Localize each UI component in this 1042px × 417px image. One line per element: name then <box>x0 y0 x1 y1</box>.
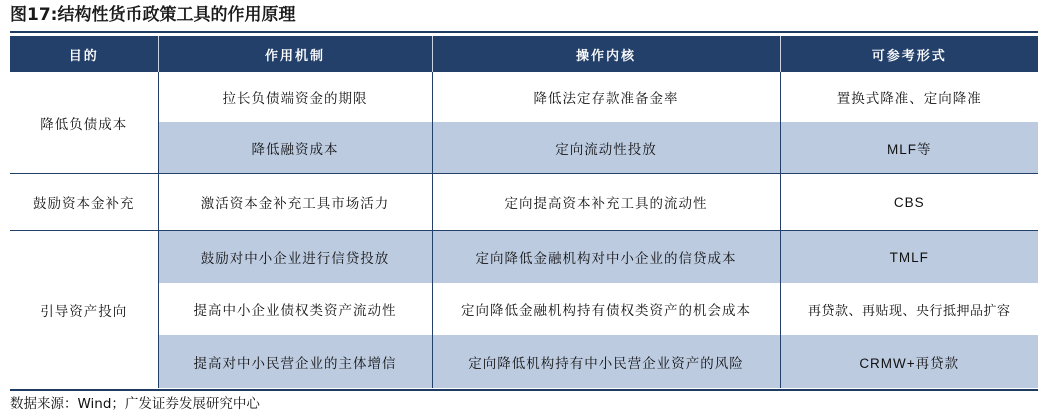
mechanism-cell: 降低融资成本 <box>158 122 432 174</box>
core-cell: 定向降低金融机构对中小企业的信贷成本 <box>432 231 780 284</box>
mechanism-cell: 提高中小企业债权类资产流动性 <box>158 283 432 335</box>
policy-tools-table <box>10 36 1038 388</box>
table-row <box>10 72 1038 122</box>
form-cell: MLF等 <box>780 122 1038 174</box>
core-cell: 定向提高资本补充工具的流动性 <box>432 174 780 231</box>
purpose-cell: 引导资产投向 <box>10 231 158 389</box>
table-row <box>10 174 1038 231</box>
mechanism-cell: 激活资本金补充工具市场活力 <box>158 174 432 231</box>
top-rule <box>10 31 1038 33</box>
header-purpose: 目的 <box>10 36 158 72</box>
core-cell: 定向降低机构持有中小民营企业资产的风险 <box>432 335 780 388</box>
mechanism-cell: 提高对中小民营企业的主体增信 <box>158 335 432 388</box>
source-note: 数据来源：Wind；广发证券发展研究中心 <box>10 396 260 412</box>
core-cell: 定向流动性投放 <box>432 122 780 174</box>
mechanism-cell: 拉长负债端资金的期限 <box>158 72 432 122</box>
form-cell: CBS <box>780 174 1038 231</box>
form-cell: TMLF <box>780 231 1038 284</box>
figure-title: 图17:结构性货币政策工具的作用原理 <box>10 5 296 25</box>
table-row <box>10 335 1038 388</box>
table-row <box>10 283 1038 335</box>
core-cell: 定向降低金融机构持有债权类资产的机会成本 <box>432 283 780 335</box>
table-row <box>10 122 1038 174</box>
header-core: 操作内核 <box>432 36 780 72</box>
purpose-cell: 鼓励资本金补充 <box>10 174 158 231</box>
mechanism-cell: 鼓励对中小企业进行信贷投放 <box>158 231 432 284</box>
bottom-rule <box>10 389 1038 391</box>
form-cell: CRMW+再贷款 <box>780 335 1038 388</box>
header-form: 可参考形式 <box>780 36 1038 72</box>
table-row <box>10 231 1038 284</box>
form-cell: 置换式降准、定向降准 <box>780 72 1038 122</box>
purpose-cell: 降低负债成本 <box>10 72 158 174</box>
table-header-row <box>10 36 1038 72</box>
core-cell: 降低法定存款准备金率 <box>432 72 780 122</box>
form-cell: 再贷款、再贴现、央行抵押品扩容 <box>780 283 1038 335</box>
header-mechanism: 作用机制 <box>158 36 432 72</box>
